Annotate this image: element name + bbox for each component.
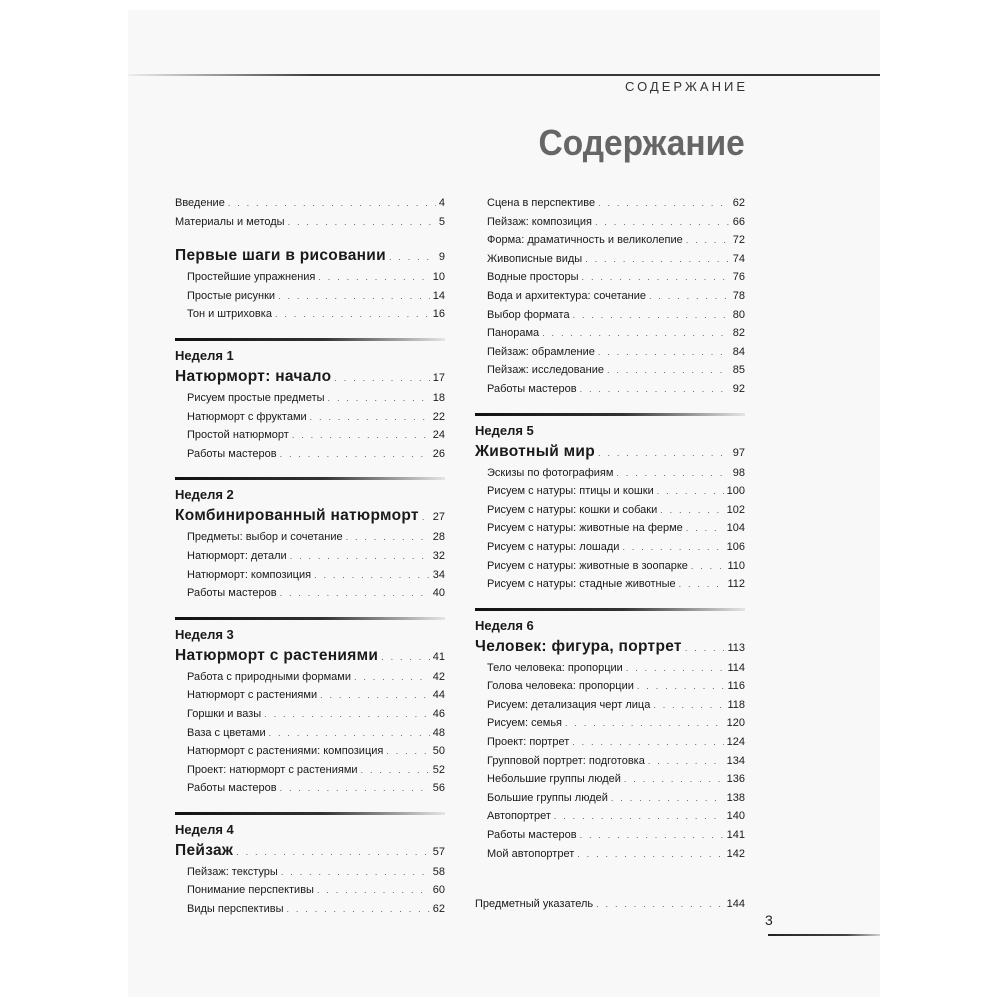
entry-page: 100 bbox=[726, 485, 745, 498]
toc-entry[interactable] bbox=[475, 696, 745, 715]
week-section bbox=[175, 477, 445, 602]
entry-title: Виды перспективы bbox=[187, 903, 284, 916]
entry-title: Натюрморт: детали bbox=[187, 549, 287, 562]
entry-title: Работы мастеров bbox=[487, 382, 577, 395]
page-title: Содержание bbox=[538, 122, 745, 163]
entry-title: Простейшие упражнения bbox=[187, 271, 316, 284]
chapter-page: 97 bbox=[732, 446, 745, 459]
entry-title: Рисуем с натуры: кошки и собаки bbox=[487, 503, 658, 516]
section-rule bbox=[175, 812, 445, 815]
toc-entry[interactable] bbox=[175, 900, 445, 919]
entry-title: Пейзаж: текстуры bbox=[187, 865, 278, 878]
toc-entry[interactable] bbox=[175, 408, 445, 427]
entry-title: Форма: драматичность и великолепие bbox=[487, 234, 683, 247]
week-label: Неделя 6 bbox=[475, 617, 534, 633]
entry-title: Простой натюрморт bbox=[187, 429, 289, 442]
entry-page: 60 bbox=[432, 884, 445, 897]
toc-entry[interactable] bbox=[475, 770, 745, 789]
toc-entry[interactable] bbox=[475, 538, 745, 557]
toc-chapter-entry[interactable] bbox=[175, 644, 445, 668]
entry-page: 114 bbox=[727, 661, 745, 674]
entry-title: Небольшие группы людей bbox=[487, 773, 621, 786]
toc-entry[interactable] bbox=[175, 287, 445, 306]
entry-page: 50 bbox=[432, 745, 445, 758]
entry-page: 92 bbox=[732, 382, 745, 395]
entry-title: Пейзаж: композиция bbox=[487, 215, 592, 228]
entry-page: 52 bbox=[432, 763, 445, 776]
entry-title: Большие группы людей bbox=[487, 791, 608, 804]
entry-title: Работы мастеров bbox=[187, 447, 277, 460]
toc-entry[interactable] bbox=[175, 584, 445, 603]
entry-title: Работы мастеров bbox=[187, 782, 277, 795]
entry-page: 85 bbox=[732, 364, 745, 377]
toc-entry[interactable] bbox=[175, 426, 445, 445]
entry-title: Рисуем с натуры: животные в зоопарке bbox=[487, 559, 688, 572]
week-label: Неделя 4 bbox=[175, 821, 234, 837]
entry-title: Выбор формата bbox=[487, 308, 570, 321]
entry-page: 40 bbox=[432, 587, 445, 600]
entry-page: 78 bbox=[732, 289, 745, 302]
toc-entry[interactable] bbox=[475, 807, 745, 826]
entry-page: 120 bbox=[726, 717, 745, 730]
book-page bbox=[128, 10, 880, 997]
toc-entry[interactable] bbox=[175, 445, 445, 464]
page-number-rule bbox=[768, 934, 880, 936]
entry-title: Панорама bbox=[487, 327, 540, 340]
chapter-title: Животный мир bbox=[475, 442, 596, 460]
entry-title: Рисуем с натуры: стадные животные bbox=[487, 578, 676, 591]
entry-title: Пейзаж: исследование bbox=[487, 364, 604, 377]
chapter-title: Человек: фигура, портрет bbox=[475, 637, 682, 655]
entry-page: 84 bbox=[732, 345, 745, 358]
section-rule bbox=[475, 413, 745, 416]
entry-title: Проект: портрет bbox=[487, 736, 570, 749]
week-label: Неделя 5 bbox=[475, 422, 534, 438]
entry-page: 138 bbox=[726, 791, 745, 804]
entry-page: 106 bbox=[726, 540, 745, 553]
chapter-page: 57 bbox=[432, 845, 445, 858]
entry-page: 80 bbox=[732, 308, 745, 321]
entry-page: 98 bbox=[732, 466, 745, 479]
section-rule bbox=[175, 338, 445, 341]
week-label: Неделя 3 bbox=[175, 626, 234, 642]
chapter-page: 9 bbox=[438, 251, 445, 264]
toc-left-column bbox=[175, 194, 445, 919]
entry-title: Рисуем: детализация черт лица bbox=[487, 698, 651, 711]
toc-entry[interactable] bbox=[175, 547, 445, 566]
entry-page: 142 bbox=[726, 847, 745, 860]
toc-entry[interactable] bbox=[475, 380, 745, 399]
entry-page: 82 bbox=[732, 327, 745, 340]
section-rule bbox=[175, 617, 445, 620]
toc-entry[interactable] bbox=[175, 779, 445, 798]
toc-entry[interactable] bbox=[475, 826, 745, 845]
entry-page: 124 bbox=[726, 736, 745, 749]
toc-entry[interactable] bbox=[475, 557, 745, 576]
entry-page: 62 bbox=[732, 197, 745, 209]
entry-title: Введение bbox=[175, 197, 225, 209]
entry-title: Групповой портрет: подготовка bbox=[487, 754, 645, 767]
toc-entry[interactable] bbox=[175, 566, 445, 585]
entry-title: Работы мастеров bbox=[487, 829, 577, 842]
toc-entry[interactable] bbox=[175, 705, 445, 724]
week-section bbox=[175, 617, 445, 798]
entry-page: 4 bbox=[438, 197, 445, 209]
chapter-page: 41 bbox=[432, 650, 445, 663]
entry-page: 118 bbox=[727, 698, 745, 711]
entry-page: 28 bbox=[432, 531, 445, 544]
entry-page: 110 bbox=[727, 559, 745, 572]
toc-entry[interactable] bbox=[175, 761, 445, 780]
toc-entry[interactable] bbox=[475, 575, 745, 594]
entry-title: Натюрморт с растениями bbox=[187, 689, 318, 702]
entry-title: Рисуем с натуры: животные на ферме bbox=[487, 522, 683, 535]
toc-entry[interactable] bbox=[475, 482, 745, 501]
entry-page: 26 bbox=[432, 447, 445, 460]
top-rule bbox=[128, 74, 880, 76]
toc-entry[interactable] bbox=[175, 724, 445, 743]
toc-chapter-entry[interactable] bbox=[175, 244, 445, 268]
entry-page: 76 bbox=[732, 271, 745, 284]
toc-entry[interactable] bbox=[175, 742, 445, 761]
entry-page: 136 bbox=[726, 773, 745, 786]
toc-entry[interactable] bbox=[475, 714, 745, 733]
toc-entry[interactable] bbox=[475, 287, 745, 306]
toc-right-column bbox=[475, 194, 745, 914]
entry-title: Проект: натюрморт с растениями bbox=[187, 763, 358, 776]
entry-title: Тело человека: пропорции bbox=[487, 661, 623, 674]
toc-entry[interactable] bbox=[475, 519, 745, 538]
entry-title: Водные просторы bbox=[487, 271, 579, 284]
chapter-page: 113 bbox=[727, 641, 745, 654]
week-section bbox=[475, 608, 745, 864]
week-section bbox=[175, 812, 445, 919]
entry-page: 66 bbox=[732, 215, 745, 228]
toc-chapter-entry[interactable] bbox=[475, 635, 745, 659]
entry-title: Эскизы по фотографиям bbox=[487, 466, 614, 479]
entry-page: 14 bbox=[432, 289, 445, 302]
entry-title: Мой автопортрет bbox=[487, 847, 575, 860]
entry-title: Рисуем с натуры: лошади bbox=[487, 540, 620, 553]
toc-entry[interactable] bbox=[475, 464, 745, 483]
chapter-page: 27 bbox=[432, 511, 445, 524]
toc-entry[interactable] bbox=[475, 306, 745, 325]
entry-title: Натюрморт с растениями: композиция bbox=[187, 745, 384, 758]
toc-entry[interactable] bbox=[475, 677, 745, 696]
entry-title: Работа с природными формами bbox=[187, 670, 351, 683]
entry-page: 5 bbox=[438, 215, 445, 228]
toc-entry[interactable] bbox=[175, 213, 445, 232]
chapter-title: Натюрморт с растениями bbox=[175, 646, 379, 664]
entry-page: 24 bbox=[432, 429, 445, 442]
toc-entry[interactable] bbox=[475, 501, 745, 520]
chapter-title: Комбинированный натюрморт bbox=[175, 507, 419, 525]
toc-entry[interactable] bbox=[475, 733, 745, 752]
toc-entry[interactable] bbox=[175, 268, 445, 287]
entry-page: 18 bbox=[432, 391, 445, 404]
week-label: Неделя 2 bbox=[175, 487, 234, 503]
entry-title: Рисуем: семья bbox=[487, 717, 563, 730]
toc-entry[interactable] bbox=[175, 668, 445, 687]
entry-title: Голова человека: пропорции bbox=[487, 680, 634, 693]
entry-page: 58 bbox=[432, 865, 445, 878]
toc-entry[interactable] bbox=[475, 659, 745, 678]
entry-page: 72 bbox=[732, 234, 745, 247]
chapter-page: 17 bbox=[432, 371, 445, 384]
week-label: Неделя 1 bbox=[175, 347, 234, 363]
toc-chapter-entry[interactable] bbox=[175, 365, 445, 389]
toc-entry[interactable] bbox=[475, 213, 745, 232]
entry-title: Понимание перспективы bbox=[187, 884, 314, 897]
toc-entry[interactable] bbox=[175, 528, 445, 547]
entry-title: Горшки и вазы bbox=[187, 707, 262, 720]
entry-page: 48 bbox=[432, 726, 445, 739]
toc-chapter-entry[interactable] bbox=[175, 839, 445, 863]
week-section bbox=[175, 338, 445, 463]
entry-page: 116 bbox=[727, 680, 745, 693]
entry-page: 141 bbox=[726, 829, 745, 842]
toc-entry[interactable] bbox=[475, 231, 745, 250]
toc-entry[interactable] bbox=[175, 881, 445, 900]
entry-page: 22 bbox=[432, 410, 445, 423]
entry-title: Материалы и методы bbox=[175, 215, 285, 228]
toc-entry[interactable] bbox=[475, 361, 745, 380]
entry-title: Тон и штриховка bbox=[187, 308, 272, 321]
toc-entry[interactable] bbox=[175, 389, 445, 408]
entry-title: Работы мастеров bbox=[187, 587, 277, 600]
entry-page: 74 bbox=[732, 252, 745, 265]
toc-entry[interactable] bbox=[475, 268, 745, 287]
entry-title: Натюрморт: композиция bbox=[187, 568, 312, 581]
toc-entry[interactable] bbox=[175, 686, 445, 705]
chapter-title: Пейзаж bbox=[175, 841, 234, 859]
entry-page: 56 bbox=[432, 782, 445, 795]
toc-entry[interactable] bbox=[475, 789, 745, 808]
entry-page: 34 bbox=[432, 568, 445, 581]
toc-entry[interactable] bbox=[475, 324, 745, 343]
chapter-title: Первые шаги в рисовании bbox=[175, 247, 386, 265]
toc-entry[interactable] bbox=[475, 343, 745, 362]
entry-title: Живописные виды bbox=[487, 252, 583, 265]
entry-title: Предметы: выбор и сочетание bbox=[187, 531, 343, 544]
entry-page: 16 bbox=[432, 308, 445, 321]
section-rule bbox=[175, 477, 445, 480]
entry-page: 62 bbox=[432, 903, 445, 916]
entry-title: Простые рисунки bbox=[187, 289, 276, 302]
entry-page: 102 bbox=[726, 503, 745, 516]
toc-chapter-entry[interactable] bbox=[175, 504, 445, 528]
entry-title: Сцена в перспективе bbox=[487, 197, 596, 209]
entry-title: Натюрморт с фруктами bbox=[187, 410, 307, 423]
entry-title: Автопортрет bbox=[487, 810, 551, 823]
entry-page: 42 bbox=[432, 670, 445, 683]
entry-title: Пейзаж: обрамление bbox=[487, 345, 595, 358]
entry-page: 10 bbox=[432, 271, 445, 284]
toc-entry[interactable] bbox=[175, 305, 445, 324]
toc-index-entry[interactable] bbox=[475, 895, 745, 914]
entry-title: Ваза с цветами bbox=[187, 726, 266, 739]
entry-page: 144 bbox=[726, 898, 745, 911]
chapter-title: Натюрморт: начало bbox=[175, 367, 332, 385]
entry-title: Предметный указатель bbox=[475, 898, 594, 911]
week-section bbox=[475, 413, 745, 594]
toc-entry[interactable] bbox=[475, 250, 745, 269]
toc-chapter-entry[interactable] bbox=[475, 440, 745, 464]
entry-page: 44 bbox=[432, 689, 445, 702]
entry-page: 46 bbox=[432, 707, 445, 720]
entry-page: 104 bbox=[726, 522, 745, 535]
entry-title: Рисуем с натуры: птицы и кошки bbox=[487, 485, 654, 498]
entry-page: 140 bbox=[726, 810, 745, 823]
entry-title: Рисуем простые предметы bbox=[187, 391, 325, 404]
toc-entry[interactable] bbox=[175, 194, 445, 213]
toc-entry[interactable] bbox=[475, 194, 745, 213]
entry-title: Вода и архитектура: сочетание bbox=[487, 289, 646, 302]
toc-entry[interactable] bbox=[475, 845, 745, 864]
toc-entry[interactable] bbox=[475, 752, 745, 771]
entry-page: 112 bbox=[727, 578, 745, 591]
running-head: СОДЕРЖАНИЕ bbox=[624, 79, 748, 94]
entry-page: 134 bbox=[726, 754, 745, 767]
section-rule bbox=[475, 608, 745, 611]
toc-entry[interactable] bbox=[175, 863, 445, 882]
page-number: 3 bbox=[765, 912, 773, 928]
entry-page: 32 bbox=[432, 549, 445, 562]
